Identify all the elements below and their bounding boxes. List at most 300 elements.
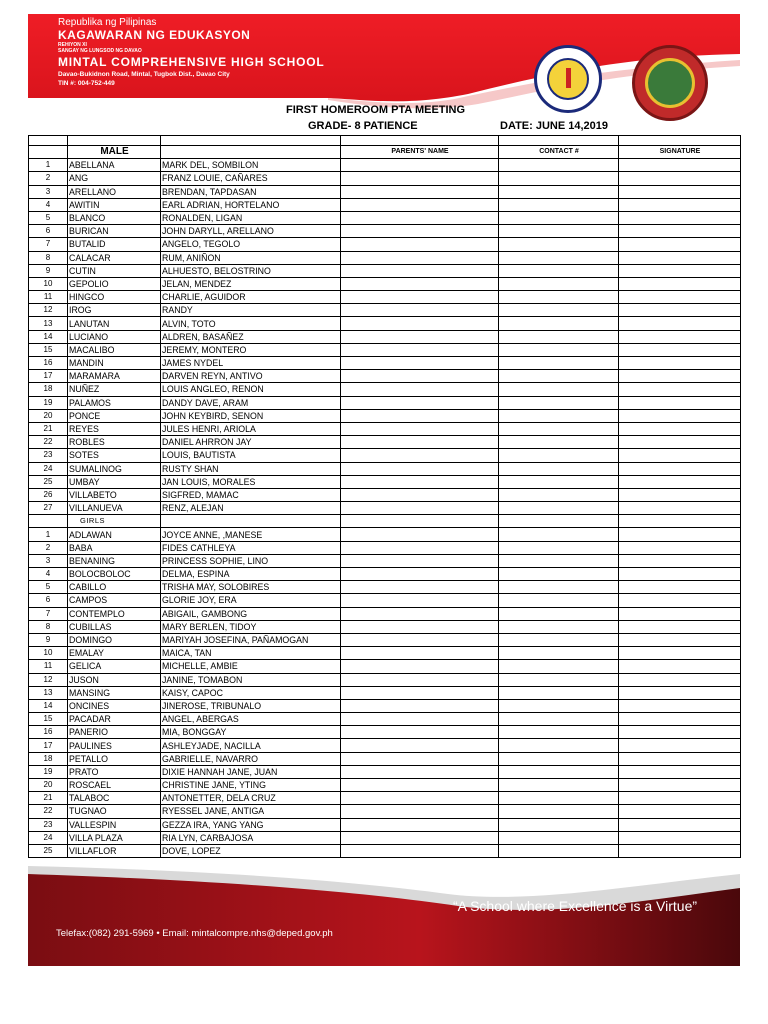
signature-cell[interactable]: [619, 792, 741, 805]
parents-name-cell[interactable]: [341, 647, 499, 660]
contact-cell[interactable]: [499, 291, 619, 304]
row-number: 18: [29, 383, 68, 396]
contact-cell[interactable]: [499, 541, 619, 554]
table-row: [29, 633, 741, 646]
table-row: [29, 198, 741, 211]
given-name-cell: ABIGAIL, GAMBONG: [161, 607, 341, 620]
surname-cell: VALLESPIN: [68, 818, 161, 831]
contact-cell[interactable]: [499, 739, 619, 752]
parents-name-cell[interactable]: [341, 357, 499, 370]
given-name-cell: JEREMY, MONTERO: [161, 343, 341, 356]
surname-cell: CABILLO: [68, 581, 161, 594]
parents-name-cell[interactable]: [341, 291, 499, 304]
signature-cell[interactable]: [619, 713, 741, 726]
surname-cell: MANDIN: [68, 357, 161, 370]
surname-cell: PONCE: [68, 409, 161, 422]
parents-name-cell[interactable]: [341, 818, 499, 831]
contact-cell[interactable]: [499, 436, 619, 449]
table-row: [29, 686, 741, 699]
table-row: [29, 449, 741, 462]
surname-cell: LANUTAN: [68, 317, 161, 330]
parents-name-cell[interactable]: [341, 594, 499, 607]
parents-name-cell[interactable]: [341, 779, 499, 792]
signature-cell[interactable]: [619, 198, 741, 211]
contact-cell[interactable]: [499, 792, 619, 805]
signature-cell[interactable]: [619, 699, 741, 712]
attendance-table-body: [29, 136, 741, 858]
table-row: [29, 291, 741, 304]
signature-cell[interactable]: [619, 831, 741, 844]
table-row: [29, 211, 741, 224]
given-name-cell: RANDY: [161, 304, 341, 317]
signature-cell[interactable]: [619, 172, 741, 185]
surname-cell: CALACAR: [68, 251, 161, 264]
signature-cell[interactable]: [619, 370, 741, 383]
school-address: Davao-Bukidnon Road, Mintal, Tugbok Dist., Davao City: [58, 71, 230, 78]
contact-cell[interactable]: [499, 343, 619, 356]
signature-cell[interactable]: [619, 291, 741, 304]
contact-cell[interactable]: [499, 713, 619, 726]
signature-cell[interactable]: [619, 211, 741, 224]
parents-name-cell[interactable]: [341, 422, 499, 435]
table-row: [29, 805, 741, 818]
given-name-cell: JOHN KEYBIRD, SENON: [161, 409, 341, 422]
parents-name-cell[interactable]: [341, 844, 499, 857]
parents-name-cell[interactable]: [341, 277, 499, 290]
given-name-cell: MAICA, TAN: [161, 647, 341, 660]
signature-cell[interactable]: [619, 686, 741, 699]
signature-cell[interactable]: [619, 752, 741, 765]
contact-cell[interactable]: [499, 383, 619, 396]
table-row: [29, 488, 741, 501]
signature-cell[interactable]: [619, 422, 741, 435]
table-row: [29, 330, 741, 343]
given-name-cell: CHRISTINE JANE, YTING: [161, 779, 341, 792]
parents-name-cell[interactable]: [341, 330, 499, 343]
letterhead: [28, 14, 740, 100]
contact-cell[interactable]: [499, 317, 619, 330]
signature-cell[interactable]: [619, 568, 741, 581]
row-number: 22: [29, 436, 68, 449]
parents-name-cell[interactable]: [341, 211, 499, 224]
contact-cell[interactable]: [499, 831, 619, 844]
contact-cell[interactable]: [499, 422, 619, 435]
parents-name-cell[interactable]: [341, 198, 499, 211]
table-row: [29, 620, 741, 633]
contact-cell[interactable]: [499, 752, 619, 765]
contact-cell[interactable]: [499, 502, 619, 515]
row-number: 4: [29, 568, 68, 581]
contact-cell[interactable]: [499, 805, 619, 818]
parents-name-cell[interactable]: [341, 792, 499, 805]
table-row: [29, 739, 741, 752]
surname-cell: SOTES: [68, 449, 161, 462]
parents-name-cell[interactable]: [341, 752, 499, 765]
contact-cell[interactable]: [499, 462, 619, 475]
row-number: 25: [29, 475, 68, 488]
school-seal-logo: [632, 45, 708, 121]
surname-cell: BENANING: [68, 554, 161, 567]
given-name-cell: JULES HENRI, ARIOLA: [161, 422, 341, 435]
contact-cell[interactable]: [499, 699, 619, 712]
parents-name-cell[interactable]: [341, 409, 499, 422]
surname-cell: ADLAWAN: [68, 528, 161, 541]
signature-cell[interactable]: [619, 620, 741, 633]
signature-cell[interactable]: [619, 238, 741, 251]
contact-cell[interactable]: [499, 277, 619, 290]
contact-cell[interactable]: [499, 185, 619, 198]
surname-cell: HINGCO: [68, 291, 161, 304]
signature-cell[interactable]: [619, 264, 741, 277]
parents-name-cell[interactable]: [341, 251, 499, 264]
contact-cell[interactable]: [499, 264, 619, 277]
row-number: 10: [29, 647, 68, 660]
signature-cell[interactable]: [619, 726, 741, 739]
parents-name-cell[interactable]: [341, 159, 499, 172]
parents-name-cell[interactable]: [341, 726, 499, 739]
signature-cell[interactable]: [619, 554, 741, 567]
surname-cell: BURICAN: [68, 225, 161, 238]
parents-name-cell[interactable]: [341, 713, 499, 726]
signature-cell[interactable]: [619, 594, 741, 607]
given-name-cell: RUSTY SHAN: [161, 462, 341, 475]
row-number: 23: [29, 449, 68, 462]
parents-name-cell[interactable]: [341, 396, 499, 409]
signature-cell[interactable]: [619, 660, 741, 673]
contact-cell[interactable]: [499, 172, 619, 185]
deped-seal-logo: [534, 45, 602, 113]
signature-cell[interactable]: [619, 225, 741, 238]
given-name-cell: MICHELLE, AMBIE: [161, 660, 341, 673]
contact-cell[interactable]: [499, 818, 619, 831]
given-name-cell: GEZZA IRA, YANG YANG: [161, 818, 341, 831]
contact-cell[interactable]: [499, 225, 619, 238]
parents-name-cell[interactable]: [341, 633, 499, 646]
signature-cell[interactable]: [619, 844, 741, 857]
surname-cell: LUCIANO: [68, 330, 161, 343]
signature-cell[interactable]: [619, 436, 741, 449]
contact-cell[interactable]: [499, 726, 619, 739]
signature-cell[interactable]: [619, 159, 741, 172]
attendance-table: [28, 135, 741, 858]
given-name-cell: DIXIE HANNAH JANE, JUAN: [161, 765, 341, 778]
table-row: [29, 699, 741, 712]
parents-name-cell[interactable]: [341, 568, 499, 581]
table-row: [29, 357, 741, 370]
given-name-cell: MARIYAH JOSEFINA, PAÑAMOGAN: [161, 633, 341, 646]
given-name-cell: MARK DEL, SOMBILON: [161, 159, 341, 172]
signature-cell[interactable]: [619, 805, 741, 818]
table-row: [29, 409, 741, 422]
surname-cell: VILLAFLOR: [68, 844, 161, 857]
contact-cell[interactable]: [499, 673, 619, 686]
contact-cell[interactable]: [499, 238, 619, 251]
surname-cell: UMBAY: [68, 475, 161, 488]
table-row: [29, 660, 741, 673]
letterhead-footer: [28, 866, 740, 966]
parents-name-cell[interactable]: [341, 383, 499, 396]
table-row: [29, 436, 741, 449]
surname-cell: PACADAR: [68, 713, 161, 726]
parents-name-cell[interactable]: [341, 831, 499, 844]
given-name-cell: RIA LYN, CARBAJOSA: [161, 831, 341, 844]
given-name-cell: GABRIELLE, NAVARRO: [161, 752, 341, 765]
contact-cell[interactable]: [499, 620, 619, 633]
signature-cell[interactable]: [619, 449, 741, 462]
signature-cell[interactable]: [619, 409, 741, 422]
parents-name-cell[interactable]: [341, 462, 499, 475]
contact-cell[interactable]: [499, 528, 619, 541]
surname-cell: BABA: [68, 541, 161, 554]
parents-name-cell[interactable]: [341, 185, 499, 198]
table-row: [29, 647, 741, 660]
table-row: [29, 343, 741, 356]
parents-name-cell[interactable]: [341, 620, 499, 633]
row-number: 27: [29, 502, 68, 515]
letterhead-text: [58, 17, 325, 88]
row-number: 11: [29, 660, 68, 673]
parents-name-cell[interactable]: [341, 317, 499, 330]
signature-cell[interactable]: [619, 633, 741, 646]
signature-cell[interactable]: [619, 765, 741, 778]
contact-cell[interactable]: [499, 488, 619, 501]
row-number: 16: [29, 726, 68, 739]
signature-cell[interactable]: [619, 396, 741, 409]
parents-name-cell[interactable]: [341, 238, 499, 251]
parents-name-cell[interactable]: [341, 172, 499, 185]
table-row: [29, 792, 741, 805]
contact-cell[interactable]: [499, 633, 619, 646]
given-name-cell: FRANZ LOUIE, CAÑARES: [161, 172, 341, 185]
given-name-cell: ANGELO, TEGOLO: [161, 238, 341, 251]
signature-cell[interactable]: [619, 739, 741, 752]
row-number: 5: [29, 581, 68, 594]
row-number: 5: [29, 211, 68, 224]
row-number: 16: [29, 357, 68, 370]
given-name-cell: ALDREN, BASAÑEZ: [161, 330, 341, 343]
table-row: [29, 502, 741, 515]
row-number: 17: [29, 739, 68, 752]
table-header-row: [29, 146, 741, 159]
signature-cell[interactable]: [619, 541, 741, 554]
row-number: 21: [29, 792, 68, 805]
row-number: 9: [29, 264, 68, 277]
parents-name-cell[interactable]: [341, 370, 499, 383]
given-name-cell: JELAN, MENDEZ: [161, 277, 341, 290]
signature-cell[interactable]: [619, 502, 741, 515]
surname-cell: CAMPOS: [68, 594, 161, 607]
given-name-cell: ANTONETTER, DELA CRUZ: [161, 792, 341, 805]
contact-cell[interactable]: [499, 568, 619, 581]
parents-name-cell[interactable]: [341, 475, 499, 488]
table-row: [29, 317, 741, 330]
table-row: [29, 172, 741, 185]
table-row: [29, 554, 741, 567]
contact-cell[interactable]: [499, 357, 619, 370]
contact-cell[interactable]: [499, 686, 619, 699]
footer-contact: Telefax:(082) 291-5969 • Email: mintalcompre.nhs@deped.gov.ph: [56, 928, 333, 939]
row-number: 13: [29, 686, 68, 699]
meeting-date: DATE: JUNE 14,2019: [500, 120, 609, 132]
surname-cell: CUTIN: [68, 264, 161, 277]
contact-cell[interactable]: [499, 211, 619, 224]
row-number: 8: [29, 620, 68, 633]
given-name-cell: LOUIS ANGLEO, RENON: [161, 383, 341, 396]
signature-cell[interactable]: [619, 475, 741, 488]
signature-cell[interactable]: [619, 488, 741, 501]
given-name-cell: DANDY DAVE, ARAM: [161, 396, 341, 409]
given-name-cell: RONALDEN, LIGAN: [161, 211, 341, 224]
row-number: 7: [29, 607, 68, 620]
signature-cell[interactable]: [619, 818, 741, 831]
surname-cell: BUTALID: [68, 238, 161, 251]
parents-name-cell[interactable]: [341, 686, 499, 699]
surname-cell: IROG: [68, 304, 161, 317]
contact-cell[interactable]: [499, 647, 619, 660]
girls-section-row: [29, 515, 741, 528]
girls-label: GIRLS: [68, 515, 161, 528]
surname-cell: PALAMOS: [68, 396, 161, 409]
contact-cell[interactable]: [499, 449, 619, 462]
parents-name-cell[interactable]: [341, 739, 499, 752]
given-name-cell: RYESSEL JANE, ANTIGA: [161, 805, 341, 818]
row-number: 20: [29, 779, 68, 792]
surname-cell: MANSING: [68, 686, 161, 699]
signature-cell[interactable]: [619, 277, 741, 290]
given-name-cell: JOYCE ANNE, ,MANESE: [161, 528, 341, 541]
surname-cell: BOLOCBOLOC: [68, 568, 161, 581]
contact-cell[interactable]: [499, 198, 619, 211]
division-label: SANGAY NG LUNGSOD NG DAVAO: [58, 48, 142, 54]
signature-cell[interactable]: [619, 528, 741, 541]
parents-name-cell[interactable]: [341, 343, 499, 356]
contact-cell[interactable]: [499, 594, 619, 607]
surname-cell: ABELLANA: [68, 159, 161, 172]
contact-cell[interactable]: [499, 251, 619, 264]
contact-cell[interactable]: [499, 844, 619, 857]
surname-cell: ANG: [68, 172, 161, 185]
given-name-cell: LOUIS, BAUTISTA: [161, 449, 341, 462]
signature-cell[interactable]: [619, 647, 741, 660]
republic-label: Republika ng Pilipinas: [58, 17, 157, 28]
parents-name-cell[interactable]: [341, 304, 499, 317]
parents-name-cell[interactable]: [341, 541, 499, 554]
surname-cell: PRATO: [68, 765, 161, 778]
parents-name-cell[interactable]: [341, 436, 499, 449]
parents-name-cell[interactable]: [341, 805, 499, 818]
contact-cell[interactable]: [499, 475, 619, 488]
given-name-cell: KAISY, CAPOC: [161, 686, 341, 699]
contact-header: CONTACT #: [499, 146, 619, 159]
table-row: [29, 818, 741, 831]
parents-name-cell[interactable]: [341, 225, 499, 238]
contact-cell[interactable]: [499, 765, 619, 778]
contact-cell[interactable]: [499, 330, 619, 343]
parents-name-cell[interactable]: [341, 699, 499, 712]
contact-cell[interactable]: [499, 660, 619, 673]
signature-cell[interactable]: [619, 357, 741, 370]
school-tin: TIN #: 004-752-449: [58, 80, 115, 87]
surname-cell: GELICA: [68, 660, 161, 673]
contact-cell[interactable]: [499, 396, 619, 409]
signature-cell[interactable]: [619, 343, 741, 356]
signature-cell[interactable]: [619, 779, 741, 792]
table-row: [29, 422, 741, 435]
footer-banner: [28, 866, 740, 966]
row-number: 26: [29, 488, 68, 501]
parents-name-cell[interactable]: [341, 449, 499, 462]
given-name-cell: DOVE, LOPEZ: [161, 844, 341, 857]
table-row: [29, 765, 741, 778]
signature-cell[interactable]: [619, 185, 741, 198]
table-row: [29, 568, 741, 581]
signature-cell[interactable]: [619, 317, 741, 330]
parents-name-cell[interactable]: [341, 502, 499, 515]
signature-cell[interactable]: [619, 251, 741, 264]
table-row: [29, 251, 741, 264]
contact-cell[interactable]: [499, 304, 619, 317]
table-row: [29, 159, 741, 172]
row-number: 20: [29, 409, 68, 422]
row-number: 3: [29, 554, 68, 567]
row-number: 2: [29, 172, 68, 185]
school-name: MINTAL COMPREHENSIVE HIGH SCHOOL: [58, 55, 325, 69]
contact-cell[interactable]: [499, 159, 619, 172]
row-number: 25: [29, 844, 68, 857]
row-number: 19: [29, 765, 68, 778]
signature-cell[interactable]: [619, 581, 741, 594]
given-name-cell: PRINCESS SOPHIE, LINO: [161, 554, 341, 567]
document-page: [28, 14, 740, 966]
signature-cell[interactable]: [619, 304, 741, 317]
contact-cell[interactable]: [499, 607, 619, 620]
contact-cell[interactable]: [499, 370, 619, 383]
male-header: MALE: [68, 146, 161, 159]
signature-cell[interactable]: [619, 383, 741, 396]
table-row: [29, 264, 741, 277]
meeting-title: FIRST HOMEROOM PTA MEETING: [286, 104, 466, 116]
parents-name-cell[interactable]: [341, 607, 499, 620]
parents-name-cell[interactable]: [341, 488, 499, 501]
table-row: [29, 779, 741, 792]
surname-cell: TALABOC: [68, 792, 161, 805]
parents-name-cell[interactable]: [341, 554, 499, 567]
contact-cell[interactable]: [499, 554, 619, 567]
table-row: [29, 844, 741, 857]
contact-cell[interactable]: [499, 409, 619, 422]
parents-name-cell[interactable]: [341, 765, 499, 778]
contact-cell[interactable]: [499, 581, 619, 594]
surname-cell: EMALAY: [68, 647, 161, 660]
given-name-cell: JAMES NYDEL: [161, 357, 341, 370]
given-name-cell: ASHLEYJADE, NACILLA: [161, 739, 341, 752]
contact-cell[interactable]: [499, 779, 619, 792]
table-row: [29, 462, 741, 475]
signature-cell[interactable]: [619, 673, 741, 686]
parents-name-cell[interactable]: [341, 673, 499, 686]
parents-name-cell[interactable]: [341, 528, 499, 541]
parents-name-cell[interactable]: [341, 581, 499, 594]
parents-name-cell[interactable]: [341, 660, 499, 673]
row-number: 15: [29, 343, 68, 356]
grade-section: GRADE- 8 PATIENCE: [308, 120, 418, 132]
signature-cell[interactable]: [619, 462, 741, 475]
parents-name-cell[interactable]: [341, 264, 499, 277]
row-number: 1: [29, 159, 68, 172]
surname-cell: TUGNAO: [68, 805, 161, 818]
signature-cell[interactable]: [619, 330, 741, 343]
signature-cell[interactable]: [619, 607, 741, 620]
